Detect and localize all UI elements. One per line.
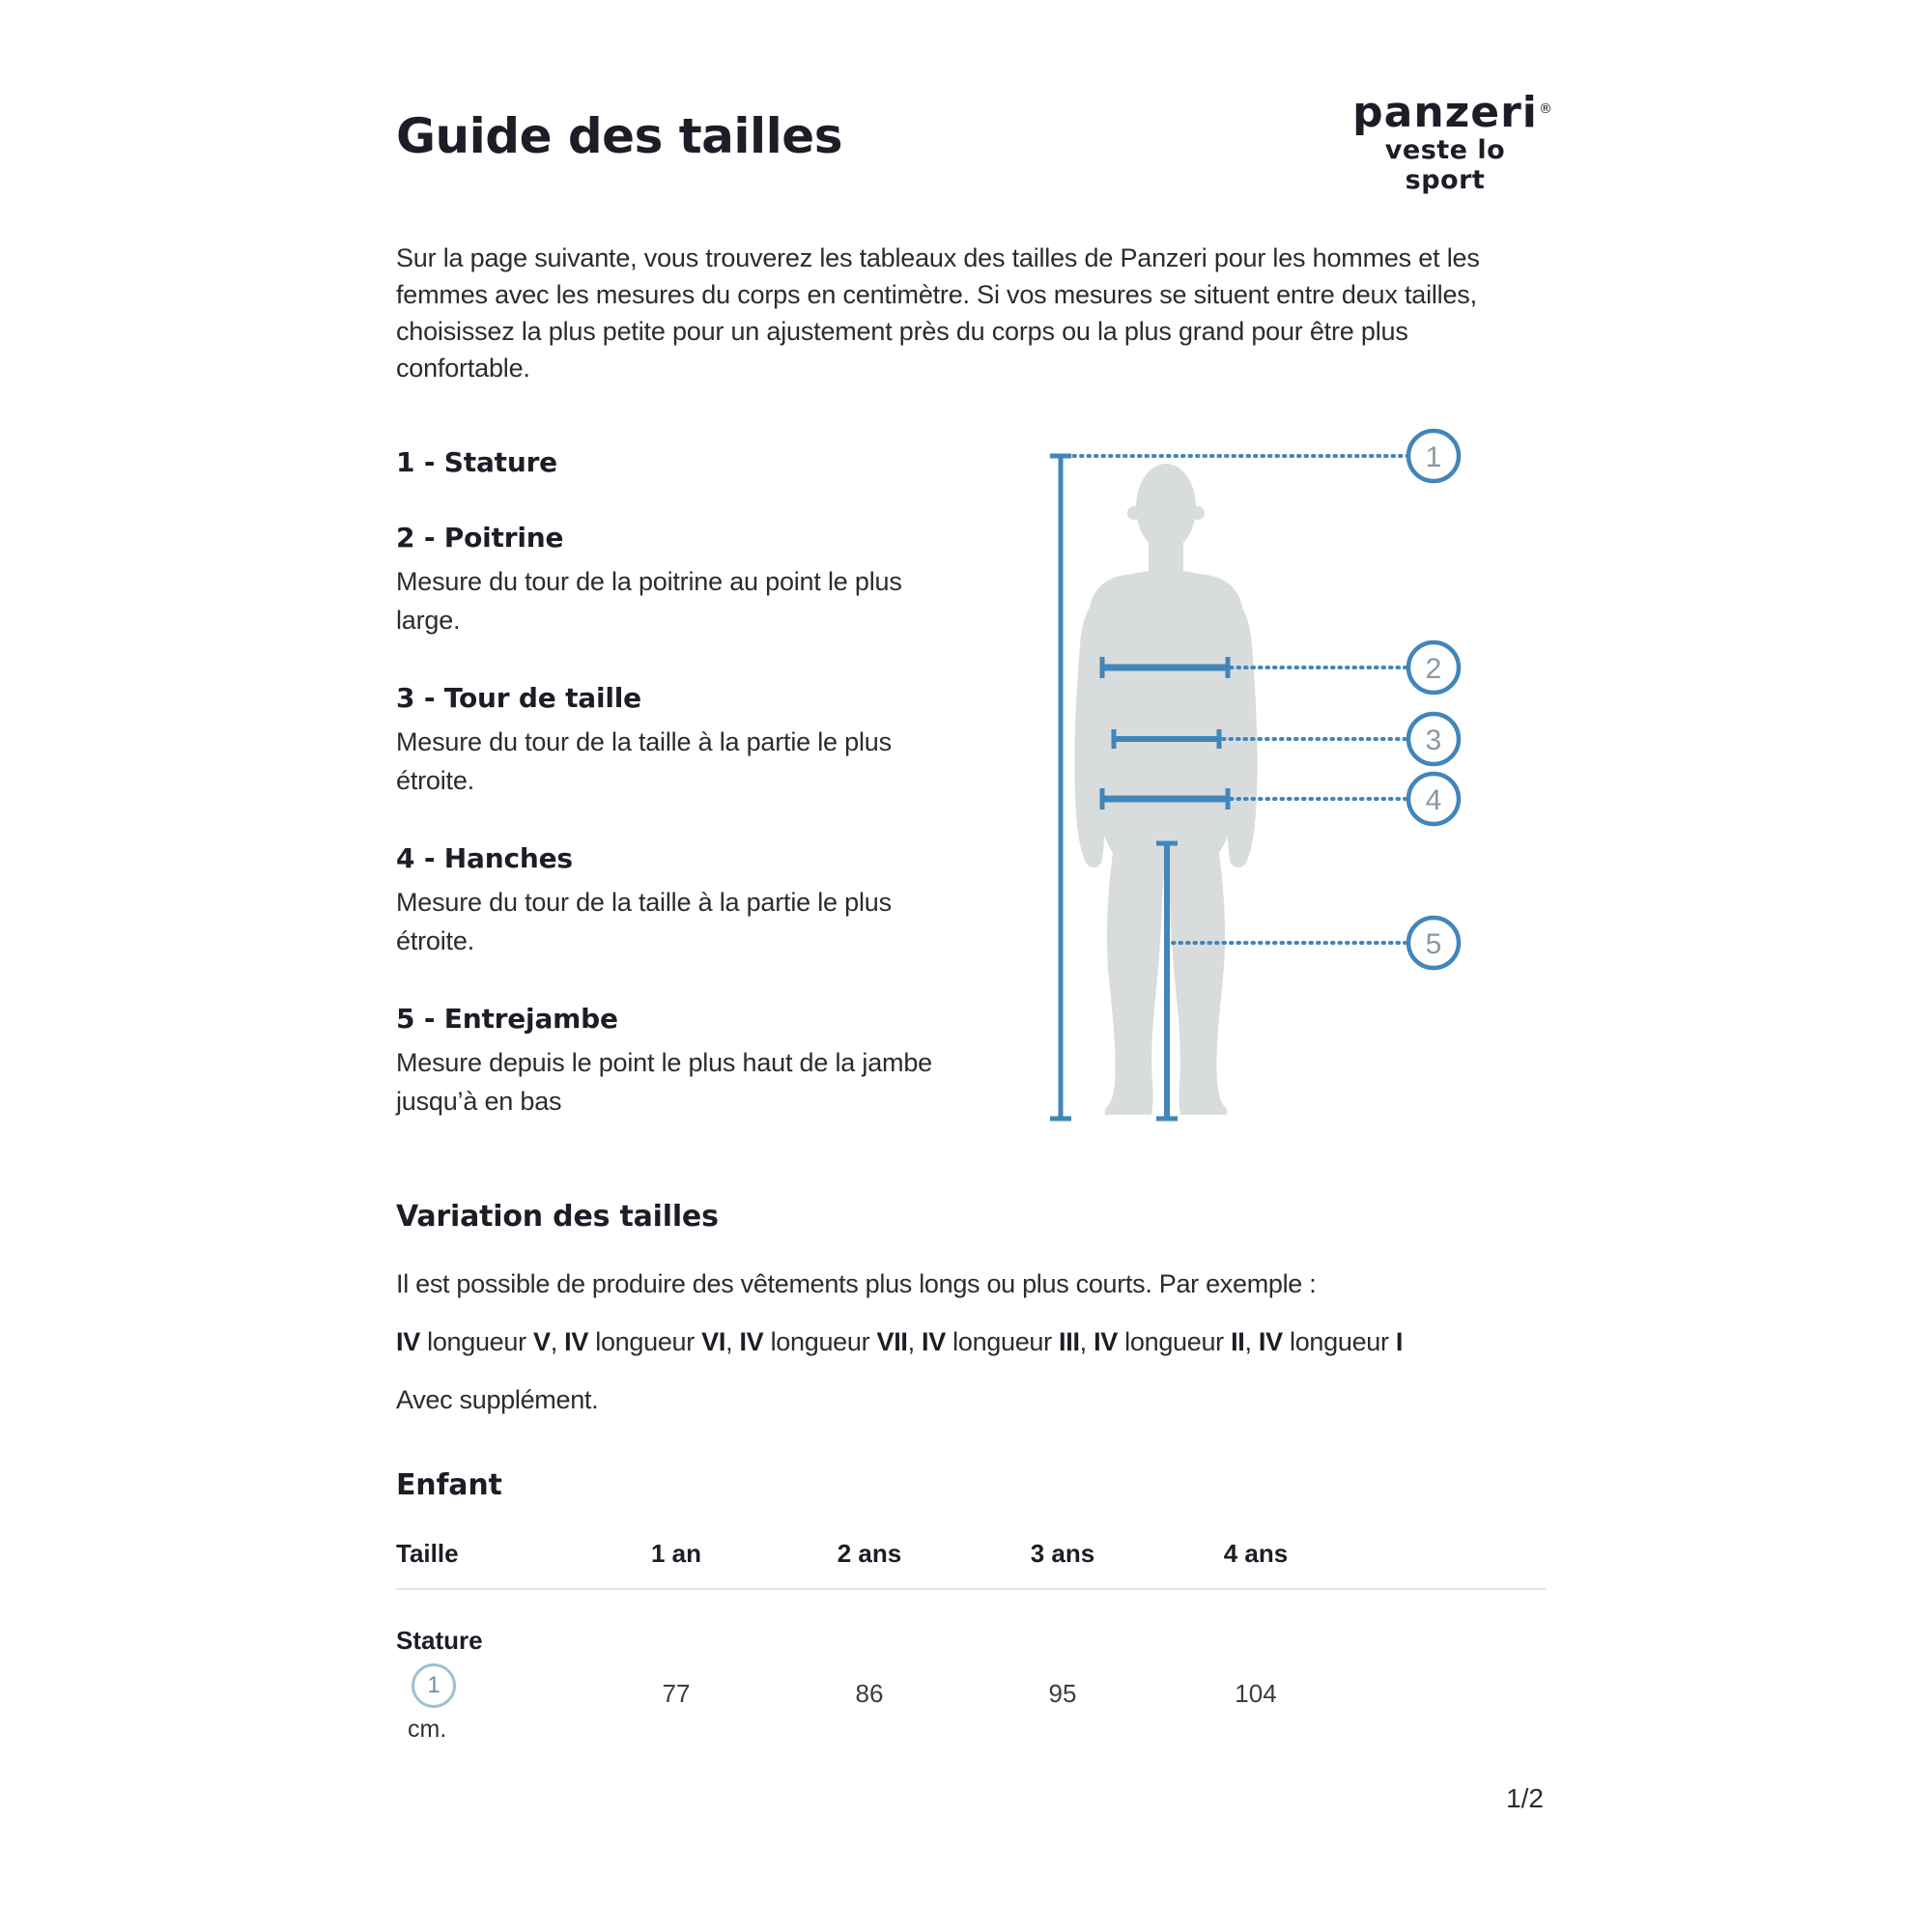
callout-label-5: 5 (1425, 927, 1442, 960)
example-segment: , (725, 1327, 740, 1356)
measurement-description: Mesure du tour de la taille à la partie le plus étroite. (396, 888, 892, 955)
column-header-4ans: 4 ans (1223, 1539, 1289, 1568)
example-segment: longueur (419, 1327, 534, 1356)
example-segment: V (533, 1327, 551, 1356)
column-header-1an: 1 an (650, 1539, 702, 1568)
measurement-title: 1 - Stature (396, 446, 557, 478)
enfant-heading: Enfant (396, 1468, 502, 1502)
brand-wordmark (1352, 88, 1553, 137)
page-title: Guide des tailles (396, 108, 842, 164)
example-segment: IV (396, 1327, 420, 1356)
column-header-2ans: 2 ans (837, 1539, 902, 1568)
variation-note: Avec supplément. (396, 1385, 599, 1414)
variation-section (396, 1200, 1575, 1439)
measurement-item-stature (396, 446, 961, 479)
example-segment: III (1059, 1327, 1080, 1356)
measurement-list (396, 446, 961, 1163)
measurement-title: 4 - Hanches (396, 842, 573, 874)
example-segment: longueur (1282, 1327, 1396, 1356)
table-cell-1an: 77 (662, 1679, 691, 1708)
column-header-3ans: 3 ans (1030, 1539, 1095, 1568)
callout-label-1: 1 (1425, 440, 1442, 473)
measurement-title: 3 - Tour de taille (396, 682, 641, 714)
row-label: Stature (396, 1626, 483, 1655)
measurement-item-hanches (396, 842, 961, 960)
measurement-item-poitrine (396, 522, 961, 639)
column-header-taille: Taille (396, 1539, 459, 1568)
example-segment: VI (701, 1327, 726, 1356)
table-divider (396, 1588, 1546, 1590)
variation-heading: Variation des tailles (396, 1200, 719, 1234)
size-table-header (396, 1538, 1555, 1569)
brand-name: panzeri (1352, 88, 1538, 137)
badge-number: 1 (427, 1672, 440, 1698)
stature-badge-icon (412, 1663, 456, 1708)
measurement-item-entrejambe (396, 1003, 961, 1121)
row-unit: cm. (408, 1716, 447, 1743)
table-cell-4ans: 104 (1235, 1679, 1277, 1708)
body-measurement-diagram (1005, 413, 1507, 1148)
measurement-title: 5 - Entrejambe (396, 1003, 618, 1035)
example-segment: IV (1258, 1327, 1283, 1356)
example-segment: longueur (1117, 1327, 1232, 1356)
example-segment: , (1079, 1327, 1094, 1356)
example-segment: IV (1094, 1327, 1118, 1356)
example-segment: VII (876, 1327, 908, 1356)
brand-logo (1341, 88, 1553, 195)
measurement-item-tour-de-taille (396, 682, 961, 800)
example-segment: II (1231, 1327, 1245, 1356)
example-segment: longueur (763, 1327, 877, 1356)
example-segment: IV (564, 1327, 589, 1356)
callout-label-2: 2 (1425, 652, 1442, 685)
example-segment: , (1244, 1327, 1259, 1356)
diagram-callouts (1408, 431, 1459, 968)
example-segment: I (1395, 1327, 1404, 1356)
brand-tagline: veste lo sport (1384, 135, 1506, 195)
example-segment: IV (922, 1327, 946, 1356)
measurement-description: Mesure du tour de la poitrine au point le plus large. (396, 567, 902, 635)
example-segment: , (550, 1327, 565, 1356)
variation-body: Il est possible de produire des vêtements plus longs ou plus courts. Par exemple : (396, 1269, 1317, 1298)
table-cell-2ans: 86 (855, 1679, 884, 1708)
example-segment: longueur (588, 1327, 702, 1356)
row-label-cell (396, 1625, 580, 1744)
measurement-description: Mesure depuis le point le plus haut de la jambe jusqu’à en bas (396, 1048, 932, 1116)
table-cell-3ans: 95 (1048, 1679, 1077, 1708)
registered-mark: ® (1538, 101, 1553, 117)
callout-label-3: 3 (1425, 724, 1442, 756)
variation-example (396, 1323, 1575, 1360)
table-row-stature (396, 1625, 1555, 1744)
enfant-section (396, 1468, 1555, 1744)
example-segment: longueur (945, 1327, 1060, 1356)
intro-paragraph: Sur la page suivante, vous trouverez les tableaux des tailles de Panzeri pour les hommes et les femmes avec les mesures du corps en centimètre. Si vos mesures se situent entre deux tailles, choisissez la plus petite pour un ajustement près du corps ou la plus grand pour être plus confortable. (396, 243, 1480, 383)
page-number: 1/2 (1506, 1783, 1544, 1813)
measurement-description: Mesure du tour de la taille à la partie le plus étroite. (396, 727, 892, 795)
example-segment: IV (739, 1327, 764, 1356)
callout-label-4: 4 (1425, 783, 1442, 816)
measurement-title: 2 - Poitrine (396, 522, 564, 554)
example-segment: , (907, 1327, 923, 1356)
